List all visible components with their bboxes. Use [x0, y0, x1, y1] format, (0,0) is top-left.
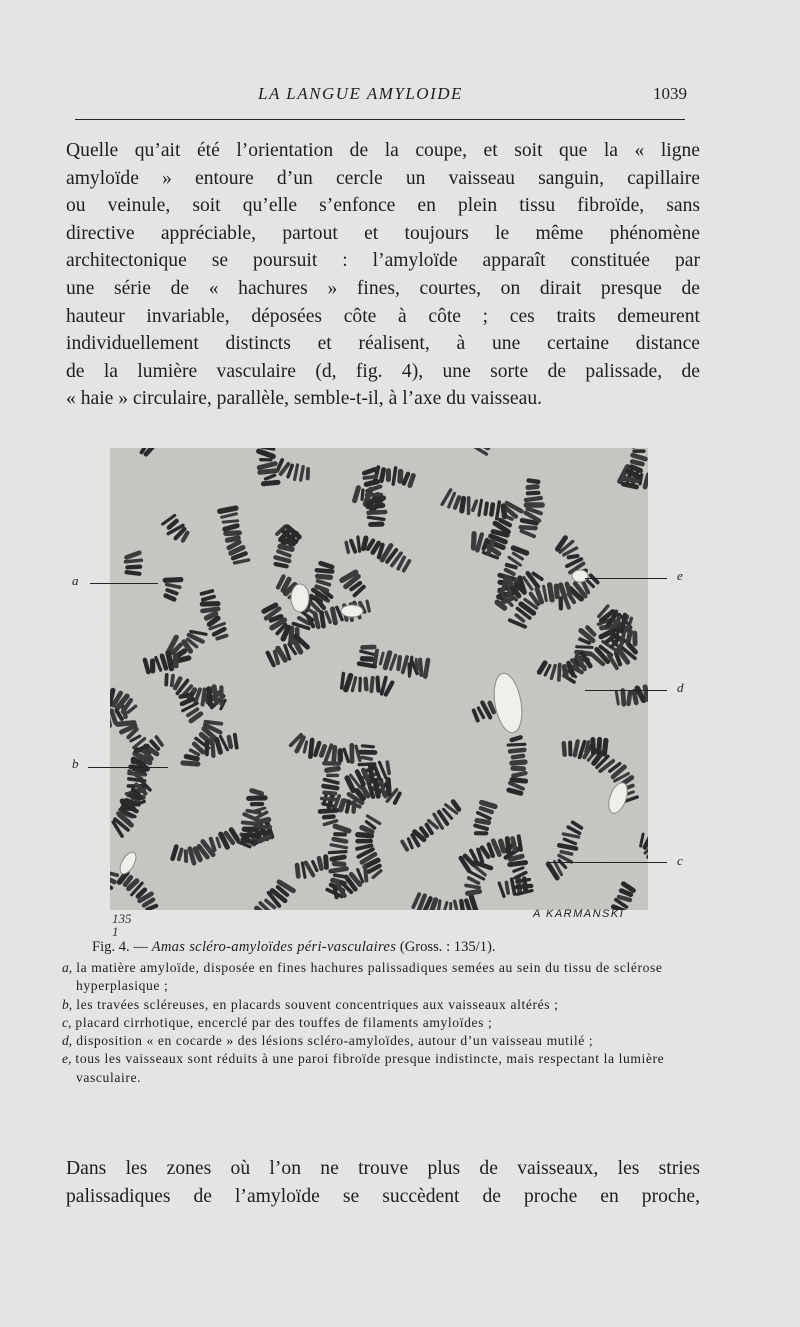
amyloid-hatch [375, 781, 378, 797]
amyloid-hatch [474, 534, 475, 549]
amyloid-hatch [249, 798, 265, 799]
legend-item [62, 1032, 702, 1050]
amyloid-hatch [528, 487, 537, 488]
amyloid-hatch [624, 479, 638, 481]
amyloid-hatch [255, 827, 270, 828]
text-line: palissadiques de l’amyloïde se succèdent de proche en proche, [66, 1185, 700, 1207]
amyloid-hatch [631, 467, 640, 471]
amyloid-hatch [324, 793, 335, 794]
amyloid-hatch [334, 886, 336, 898]
amyloid-hatch [632, 462, 642, 465]
amyloid-hatch [510, 580, 511, 592]
amyloid-hatch [510, 750, 524, 752]
amyloid-hatch [513, 839, 516, 850]
amyloid-hatch [362, 490, 363, 499]
amyloid-hatch [416, 659, 417, 670]
running-title: LA LANGUE AMYLOIDE [258, 84, 463, 103]
amyloid-hatch [354, 802, 355, 812]
amyloid-hatch [513, 773, 525, 776]
amyloid-hatch [634, 691, 636, 702]
amyloid-hatch [378, 678, 379, 691]
amyloid-hatch [203, 609, 219, 611]
text-line: Dans les zones où l’on ne trouve plus de vaisseaux, les stries [66, 1158, 700, 1179]
amyloid-hatch [491, 505, 492, 515]
amyloid-hatch [387, 762, 389, 773]
amyloid-hatch [333, 609, 336, 623]
legend-text: tous les vaisseaux sont réduits à une paroi fibroïde presque indistincte, mais respectant la lumière vasculaire. [71, 1051, 665, 1085]
amyloid-hatch [604, 740, 606, 754]
amyloid-hatch [220, 508, 236, 511]
amyloid-hatch [181, 695, 192, 697]
amyloid-hatch [512, 737, 521, 740]
amyloid-hatch [262, 448, 273, 449]
amyloid-hatch [360, 678, 361, 690]
amyloid-hatch [183, 763, 198, 764]
amyloid-hatch [577, 647, 593, 648]
amyloid-hatch [217, 740, 221, 753]
pencil-note [112, 912, 132, 938]
artist-signature: A KARMANSKI [533, 908, 625, 920]
amyloid-hatch [517, 880, 530, 882]
callout-line-b [88, 767, 168, 768]
amyloid-hatch [166, 675, 167, 685]
amyloid-hatch [209, 689, 210, 704]
amyloid-hatch [388, 780, 389, 795]
amyloid-hatch [321, 746, 324, 755]
amyloid-hatch [226, 533, 240, 534]
page-number: 1039 [653, 84, 687, 103]
paragraph-1 [66, 137, 700, 413]
legend-key: d, [62, 1033, 73, 1049]
callout-label-a: a [72, 573, 79, 588]
amyloid-hatch [310, 740, 312, 757]
callout-line-c [550, 862, 667, 863]
amyloid-hatch [512, 762, 525, 763]
text-line: individuellement distincts et réalisent, à une certaine distance [66, 333, 700, 355]
amyloid-hatch [243, 839, 255, 842]
amyloid-hatch [342, 674, 344, 688]
callout-line-a [90, 583, 158, 584]
amyloid-hatch [334, 839, 346, 841]
amyloid-hatch [235, 735, 237, 748]
amyloid-hatch [172, 676, 173, 686]
amyloid-hatch [334, 747, 335, 762]
amyloid-hatch [513, 756, 523, 757]
amyloid-hatch [510, 863, 526, 865]
callout-label-c: c [677, 853, 683, 868]
amyloid-hatch [366, 482, 377, 485]
text-line: hauteur invariable, déposées côte à côte ; ces traits demeurent [66, 305, 700, 327]
amyloid-hatch [420, 660, 421, 675]
amyloid-hatch [118, 723, 134, 725]
amyloid-hatch [261, 837, 270, 841]
callout-line-d [585, 690, 667, 691]
amyloid-hatch [228, 538, 239, 540]
amyloid-hatch [616, 692, 618, 704]
amyloid-hatch [410, 476, 413, 486]
text-line: ou veinule, soit qu’elle s’enfonce en plein tissu fibroïde, sans [66, 195, 700, 217]
amyloid-hatch [623, 691, 624, 705]
amyloid-hatch [257, 820, 268, 823]
amyloid-hatch [358, 537, 360, 551]
histology-illustration [110, 448, 648, 910]
callout-label-e: e [677, 568, 683, 583]
amyloid-hatch [363, 647, 375, 648]
amyloid-hatch [341, 801, 344, 810]
amyloid-hatch [507, 565, 516, 567]
amyloid-hatch [364, 538, 366, 549]
text-line: directive appréciable, partout et toujours le même phénomène [66, 222, 700, 244]
amyloid-hatch [517, 886, 531, 887]
amyloid-hatch [506, 882, 508, 893]
amyloid-hatch [329, 852, 346, 853]
amyloid-hatch [529, 481, 539, 482]
amyloid-hatch [127, 572, 140, 574]
amyloid-hatch [512, 780, 526, 781]
amyloid-hatch [271, 617, 281, 621]
amyloid-hatch [223, 521, 238, 522]
amyloid-hatch [371, 678, 372, 691]
amyloid-hatch [363, 746, 374, 747]
amyloid-hatch [369, 512, 386, 513]
amyloid-hatch [559, 665, 560, 680]
amyloid-hatch [398, 657, 400, 669]
legend-item [62, 1014, 702, 1032]
amyloid-hatch [364, 477, 376, 479]
legend-text: placard cirrhotique, encerclé par des touffes de filaments amyloïdes ; [71, 1014, 493, 1030]
amyloid-hatch [370, 505, 383, 507]
legend-key: b, [62, 996, 73, 1012]
amyloid-hatch [334, 864, 344, 865]
amyloid-hatch [367, 601, 369, 611]
amyloid-hatch [346, 542, 348, 552]
amyloid-hatch [501, 841, 504, 851]
amyloid-hatch [359, 664, 375, 667]
legend-key: a, [62, 960, 73, 975]
amyloid-hatch [556, 586, 557, 597]
amyloid-hatch [126, 560, 142, 562]
legend-item [62, 959, 702, 996]
legend-key: c, [62, 1014, 72, 1030]
amyloid-hatch [214, 689, 216, 703]
amyloid-hatch [461, 901, 463, 910]
amyloid-hatch [369, 517, 384, 519]
amyloid-hatch [280, 547, 292, 550]
text-line: Quelle qu’ait été l’orientation de la coupe, et soit que la « ligne [66, 140, 700, 161]
legend-text: disposition « en cocarde » des lésions scléro-amyloïdes, autour d’un vaisseau mutilé ; [72, 1033, 594, 1049]
amyloid-hatch [375, 651, 377, 664]
running-head [0, 84, 800, 108]
amyloid-hatch [381, 780, 384, 795]
amyloid-hatch [335, 875, 345, 877]
amyloid-hatch [425, 660, 428, 677]
amyloid-hatch [521, 527, 536, 528]
amyloid-hatch [203, 689, 205, 704]
amyloid-hatch [252, 791, 262, 794]
amyloid-hatch [400, 472, 401, 481]
amyloid-hatch [503, 506, 504, 517]
amyloid-hatch [332, 857, 344, 859]
amyloid-hatch [510, 856, 522, 859]
amyloid-hatch [569, 556, 578, 557]
amyloid-hatch [175, 655, 176, 666]
legend-item [62, 1050, 702, 1087]
amyloid-hatch [318, 576, 331, 577]
amyloid-hatch [561, 852, 571, 854]
text-line: de la lumière vasculaire (d, fig. 4), une sorte de palissade, de [66, 360, 700, 382]
amyloid-hatch [381, 470, 383, 481]
amyloid-hatch [362, 659, 372, 660]
amyloid-hatch [206, 722, 222, 724]
text-line: architectonique se poursuit : l’amyloïde apparaît constituée par [66, 250, 700, 272]
amyloid-hatch [186, 757, 197, 759]
figure-magnification: (Gross. : 135/1). [396, 939, 496, 955]
amyloid-hatch [593, 740, 594, 754]
amyloid-hatch [165, 580, 181, 581]
pencil-note-bottom: 1 [112, 924, 119, 939]
text-line: « haie » circulaire, parallèle, semble-t-il, à l’axe du vaisseau. [66, 388, 543, 410]
legend-key: e, [62, 1051, 72, 1067]
amyloid-hatch [324, 786, 338, 788]
amyloid-hatch [331, 869, 347, 872]
amyloid-hatch [212, 739, 213, 756]
amyloid-hatch [509, 790, 521, 793]
callout-label-b: b [72, 756, 79, 771]
amyloid-hatch [134, 769, 143, 772]
amyloid-hatch [127, 567, 140, 568]
figure-number: Fig. 4. — [92, 939, 152, 955]
amyloid-hatch [522, 520, 536, 523]
amyloid-hatch [410, 657, 412, 673]
amyloid-hatch [362, 757, 371, 759]
amyloid-hatch [628, 631, 631, 643]
amyloid-hatch [528, 493, 539, 494]
callout-label-d: d [677, 680, 684, 695]
amyloid-hatch [575, 741, 578, 755]
amyloid-hatch [468, 891, 480, 893]
amyloid-hatch [362, 828, 372, 832]
amyloid-hatch [297, 865, 298, 876]
pencil-note-top: 135 [112, 911, 132, 926]
figure-caption-title [92, 939, 496, 956]
amyloid-hatch [326, 857, 327, 868]
amyloid-hatch [559, 845, 576, 848]
histology-figure [110, 448, 648, 910]
amyloid-hatch [366, 679, 367, 689]
amyloid-hatch [623, 484, 636, 487]
amyloid-hatch [317, 570, 333, 571]
amyloid-hatch [365, 866, 366, 880]
amyloid-hatch [645, 475, 648, 487]
figure-legend [62, 959, 702, 1087]
legend-text: la matière amyloïde, disposée en fines hachures palissadiques semées au sein du tissu de sclérose hyperplasique ; [72, 960, 663, 994]
amyloid-hatch [513, 768, 524, 769]
amyloid-hatch [229, 737, 231, 747]
amyloid-hatch [370, 765, 372, 782]
amyloid-hatch [619, 897, 630, 900]
amyloid-hatch [179, 850, 182, 860]
amyloid-hatch [320, 810, 336, 811]
amyloid-hatch [564, 743, 565, 755]
callout-line-e [585, 578, 667, 579]
amyloid-hatch [507, 839, 509, 853]
amyloid-hatch [168, 653, 171, 669]
text-line: amyloïde » entoure d’un cercle un vaisseau sanguin, capillaire [66, 167, 700, 189]
amyloid-hatch [462, 499, 464, 511]
amyloid-hatch [466, 885, 479, 887]
amyloid-hatch [319, 858, 321, 868]
amyloid-hatch [263, 482, 278, 483]
amyloid-hatch [324, 817, 333, 818]
paragraph-2 [66, 1155, 700, 1210]
amyloid-hatch [358, 835, 372, 836]
amyloid-hatch [327, 769, 339, 771]
amyloid-hatch [599, 739, 600, 753]
amyloid-hatch [291, 628, 292, 643]
header-rule [75, 119, 685, 120]
amyloid-hatch [519, 836, 521, 850]
amyloid-hatch [565, 667, 566, 676]
amyloid-hatch [225, 526, 237, 529]
amyloid-hatch [485, 503, 487, 514]
amyloid-hatch [567, 584, 570, 594]
figure-title: Amas scléro-amyloïdes péri-vasculaires [151, 939, 397, 955]
amyloid-hatch [393, 468, 395, 484]
legend-item [62, 996, 702, 1014]
amyloid-hatch [347, 801, 349, 811]
legend-text: les travées scléreuses, en placards souvent concentriques aux vaisseaux altérés ; [72, 996, 559, 1012]
amyloid-hatch [123, 706, 126, 717]
amyloid-hatch [629, 693, 631, 704]
amyloid-hatch [550, 585, 553, 600]
amyloid-hatch [322, 799, 337, 800]
text-line: une série de « hachures » fines, courtes, on dirait presque de [66, 277, 700, 299]
amyloid-hatch [477, 821, 489, 823]
amyloid-hatch [276, 564, 287, 566]
amyloid-hatch [322, 613, 324, 627]
amyloid-hatch [260, 471, 276, 473]
amyloid-hatch [526, 498, 541, 500]
amyloid-hatch [257, 833, 270, 834]
amyloid-hatch [508, 744, 525, 745]
amyloid-hatch [645, 687, 647, 700]
